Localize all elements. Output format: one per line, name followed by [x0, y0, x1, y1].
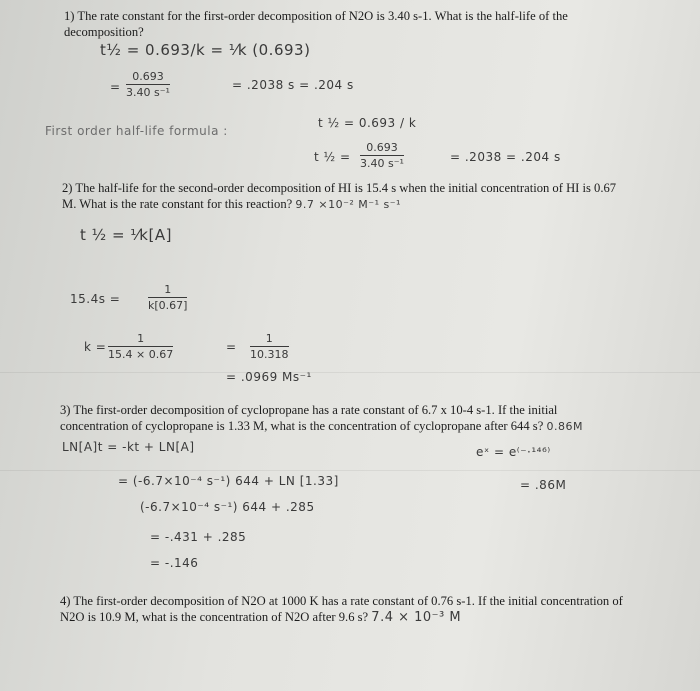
q1-equals: = [110, 80, 121, 94]
q3-text-line2 [60, 418, 583, 435]
q1-formula: t ½ = 0.693 / k [318, 116, 417, 130]
q4-text-line2 [60, 609, 461, 626]
q2-fraction-3-numerator: 1 [250, 332, 289, 347]
q3-work-line4: = -.431 + .285 [150, 530, 247, 544]
q1-fraction-1-numerator: 0.693 [126, 70, 170, 85]
q4-question: N2O is 10.9 M, what is the concentration of N2O after 9.6 s? [60, 610, 369, 624]
paper-crease [0, 470, 700, 471]
q1-fraction-1-denominator: 3.40 s⁻¹ [126, 86, 170, 99]
q2-text-line1: 2) The half-life for the second-order decomposition of HI is 15.4 s when the initial concentration of HI is 0.67 [62, 181, 617, 195]
q1-fraction-1 [126, 70, 170, 99]
q1-work-line3-rhs: = .2038 = .204 s [450, 150, 561, 164]
q1-formula-label: First order half-life formula : [45, 124, 228, 138]
q2-equals: = [226, 340, 237, 354]
q2-work-line1: t ½ = ⅟k[A] [80, 226, 172, 244]
q1-work-line1: t½ = 0.693/k = ⅟k (0.693) [100, 41, 311, 59]
q2-fraction-1-denominator: k[0.67] [148, 299, 188, 312]
q1-work-line2: = .2038 s = .204 s [232, 78, 354, 92]
q2-fraction-3-denominator: 10.318 [250, 348, 289, 361]
q2-fraction-2-numerator: 1 [108, 332, 173, 347]
paper-crease [0, 372, 700, 373]
q4-answer: 7.4 × 10⁻³ M [371, 610, 462, 625]
q3-text-line1: 3) The first-order decomposition of cyclopropane has a rate constant of 6.7 x 10-4 s-1. If the initial [60, 403, 558, 417]
q3-answer: 0.86M [546, 420, 583, 433]
q2-answer: 9.7 ×10⁻² M⁻¹ s⁻¹ [295, 198, 401, 211]
q1-fraction-2-numerator: 0.693 [360, 141, 404, 156]
q3-exponential-line1: eˣ = e⁽⁻·¹⁴⁶⁾ [476, 445, 551, 459]
q2-fraction-2 [108, 332, 173, 361]
q3-work-line1: LN[A]t = -kt + LN[A] [62, 440, 195, 454]
q2-text-line2 [62, 196, 401, 213]
q1-text-line1: 1) The rate constant for the first-order decomposition of N2O is 3.40 s-1. What is the half-life of the [64, 9, 568, 23]
q2-question: M. What is the rate constant for this reaction? [62, 197, 293, 211]
q3-work-line3: (-6.7×10⁻⁴ s⁻¹) 644 + .285 [140, 500, 315, 514]
q2-fraction-2-denominator: 15.4 × 0.67 [108, 348, 174, 361]
q1-fraction-2 [360, 141, 404, 170]
q3-exponential-line2: = .86M [520, 478, 567, 492]
q3-question: concentration of cyclopropane is 1.33 M, what is the concentration of cyclopropane after 644 s? [60, 419, 544, 433]
q2-work-line3-lhs: k = [84, 340, 107, 354]
q3-work-line5: = -.146 [150, 556, 199, 570]
q2-fraction-1 [148, 283, 187, 312]
q2-fraction-1-numerator: 1 [148, 283, 187, 298]
q1-work-line3-lhs: t ½ = [314, 150, 351, 164]
q2-work-line2-lhs: 15.4s = [70, 292, 121, 306]
q1-text-line2: decomposition? [64, 25, 144, 39]
q2-work-line4: = .0969 Ms⁻¹ [226, 370, 312, 384]
q2-fraction-3 [250, 332, 289, 361]
q3-work-line2: = (-6.7×10⁻⁴ s⁻¹) 644 + LN [1.33] [118, 474, 339, 488]
q1-fraction-2-denominator: 3.40 s⁻¹ [360, 157, 404, 170]
q4-text-line1: 4) The first-order decomposition of N2O at 1000 K has a rate constant of 0.76 s-1. If the initial concentration of [60, 594, 623, 608]
